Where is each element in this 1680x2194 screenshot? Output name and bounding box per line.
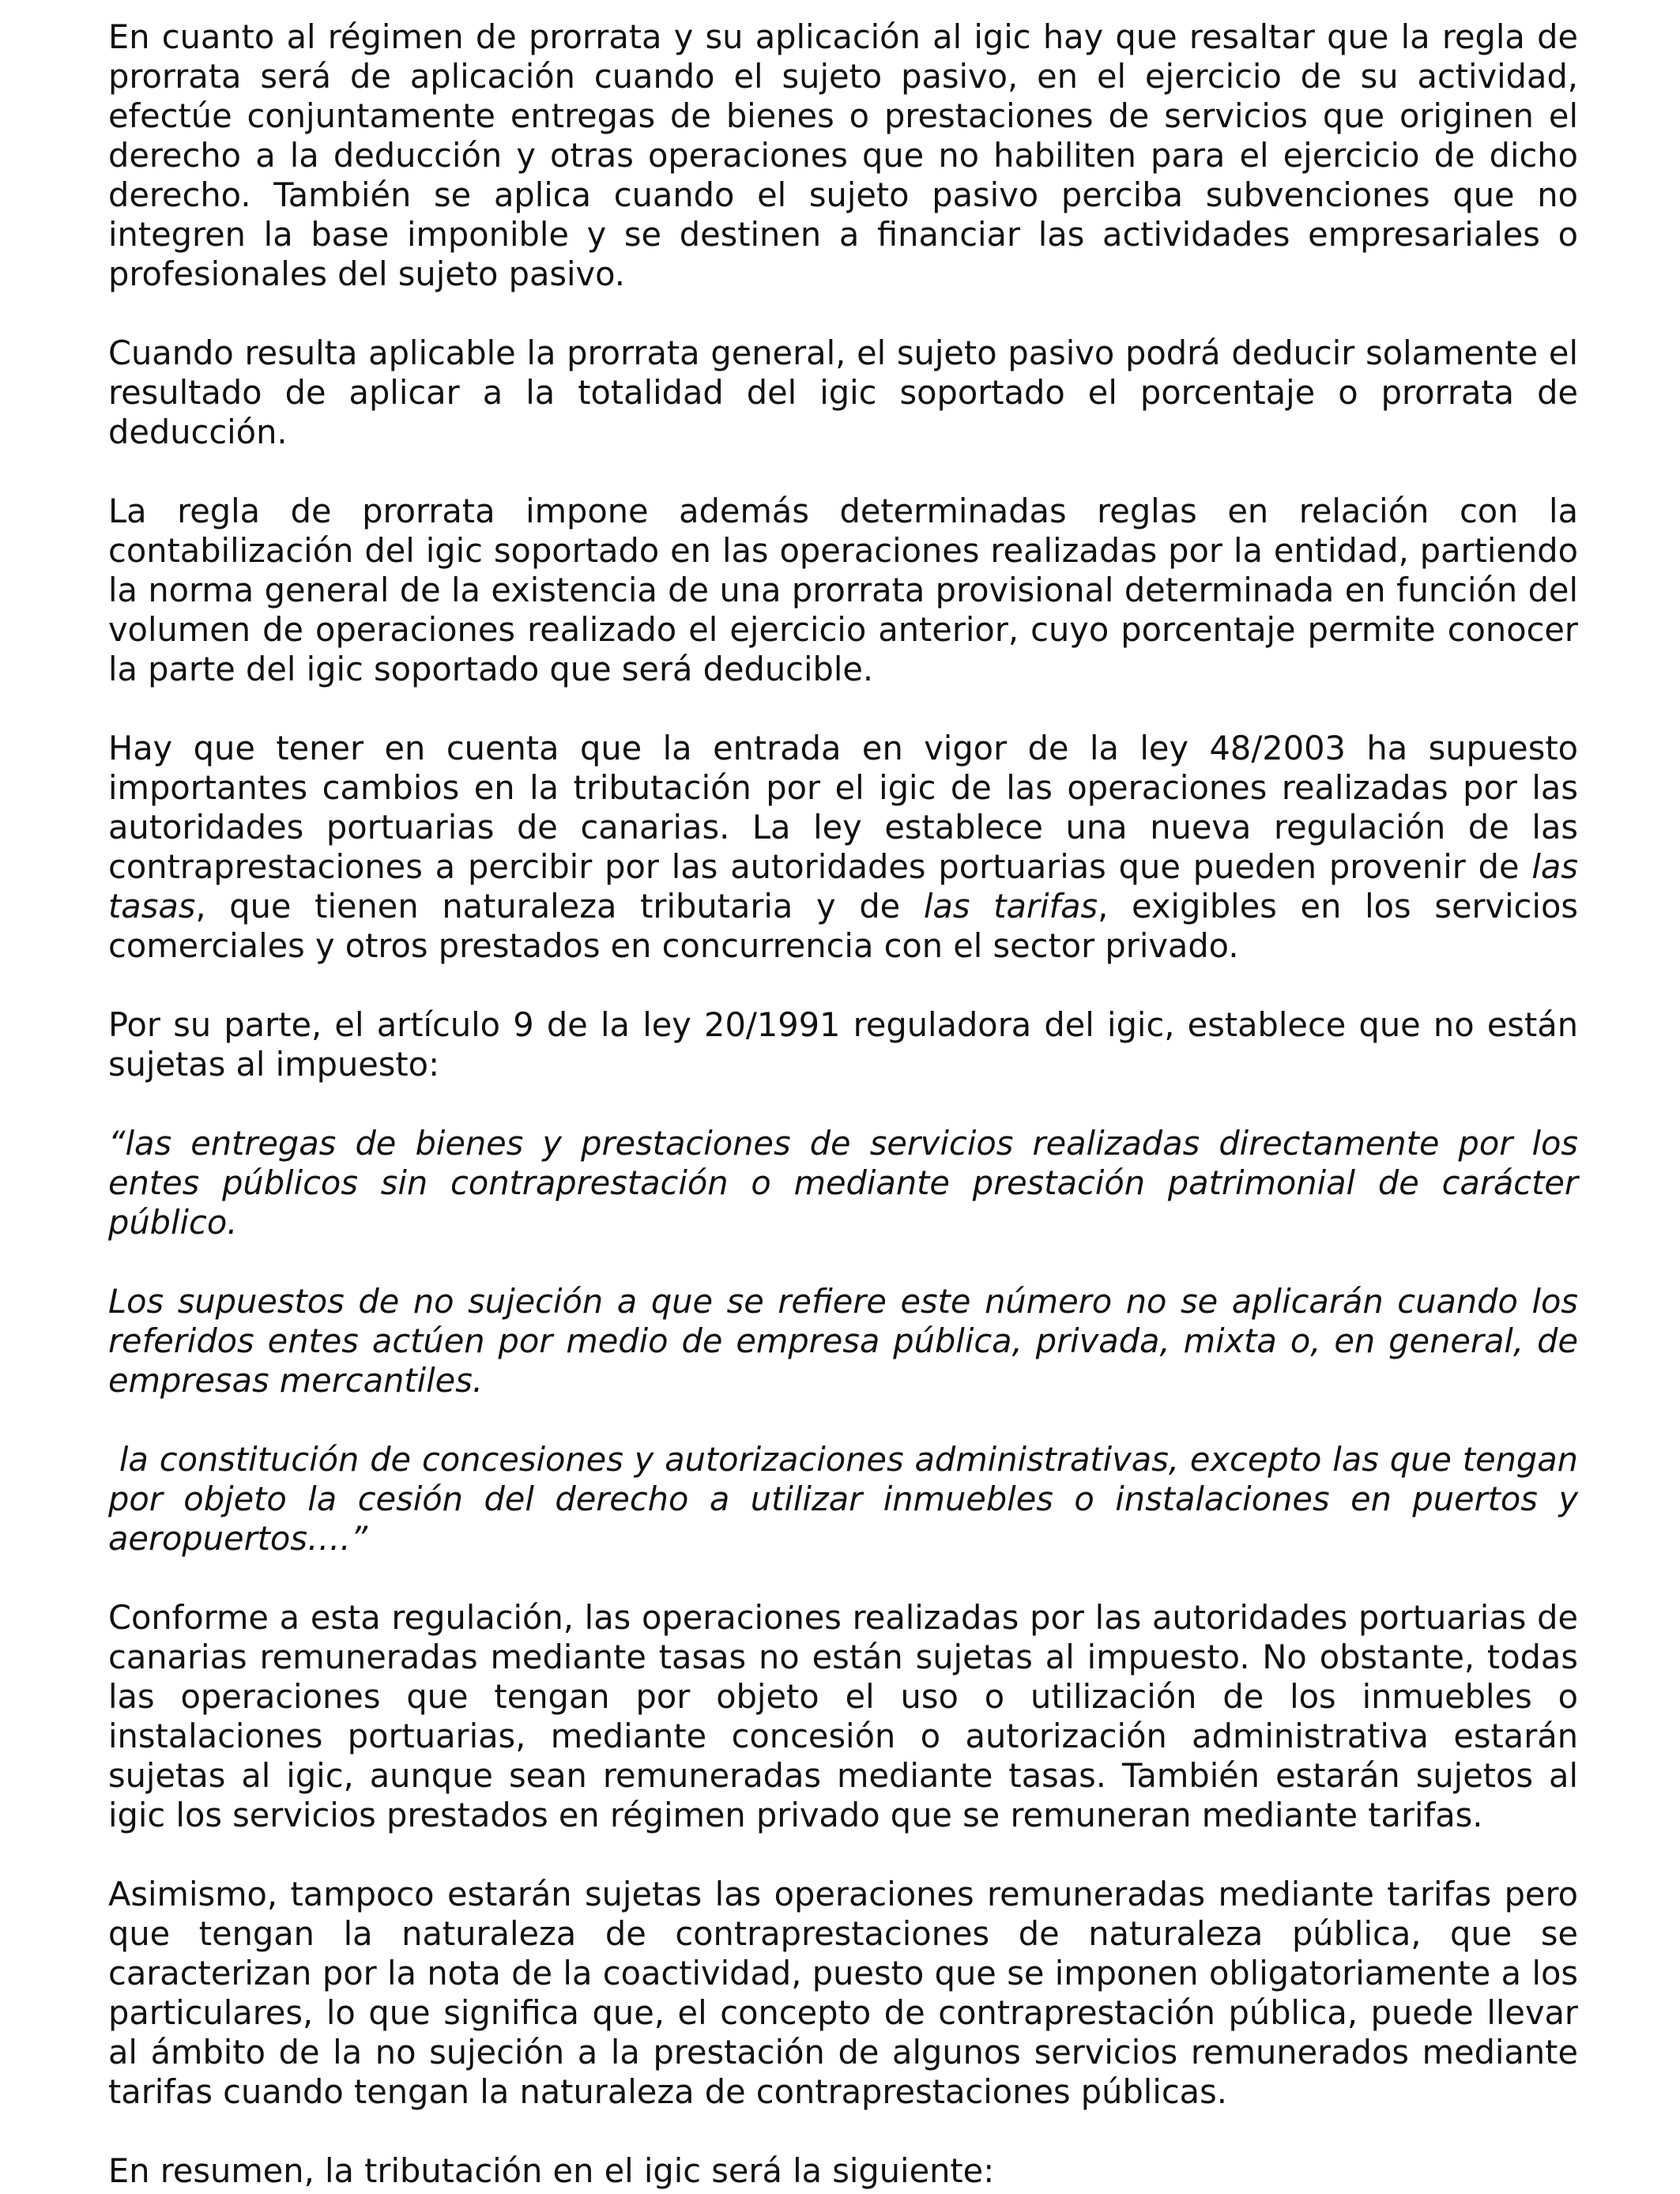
quote-concesiones: la constitución de concesiones y autorizaciones administrativas, excepto las que tengan por objeto la cesión del derecho a utilizar inmuebles o instalaciones en puertos y aeropuertos….” <box>108 1440 1589 1558</box>
paragraph-text: Hay que tener en cuenta que la entrada en vigor de la ley 48/2003 ha supuesto importantes cambios en la tributación por el igic de las operaciones realizadas por las autoridades portuarias de canarias. La ley establece una nueva regulación de las contraprestaciones a percibir por las autoridades portuarias que pueden provenir de <box>108 729 1578 886</box>
paragraph-en-resumen: En resumen, la tributación en el igic será la siguiente: <box>108 2151 995 2190</box>
paragraph-prorrata-regime: En cuanto al régimen de prorrata y su aplicación al igic hay que resaltar que la regla de prorrata será de aplicación cuando el sujeto pasivo, en el ejercicio de su actividad, efectúe conjuntamente entregas de bienes o prestaciones de servicios que originen el derecho a la deducción y otras operaciones que no habiliten para el ejercicio de dicho derecho. También se aplica cuando el sujeto pasivo perciba subvenciones que no integren la base imponible y se destinen a financiar las actividades empresariales o profesionales del sujeto pasivo. <box>108 17 1578 293</box>
quote-supuestos-no-sujecion: Los supuestos de no sujeción a que se refiere este número no se aplicarán cuando los referidos entes actúen por medio de empresa pública, privada, mixta o, en general, de empresas mercantiles. <box>108 1282 1578 1400</box>
paragraph-text: , exigibles en los servicios comerciales y otros prestados en concurrencia con el sector privado. <box>108 887 1578 965</box>
paragraph-ley-48-2003 <box>108 729 1578 966</box>
paragraph-articulo-9: Por su parte, el artículo 9 de la ley 20/1991 reguladora del igic, establece que no están sujetas al impuesto: <box>108 1005 1578 1084</box>
paragraph-conforme-regulacion: Conforme a esta regulación, las operaciones realizadas por las autoridades portuarias de canarias remuneradas mediante tasas no están sujetas al impuesto. No obstante, todas las operaciones que tengan por objeto el uso o utilización de los inmuebles o instalaciones portuarias, mediante concesión o autorización administrativa estarán sujetas al igic, aunque sean remuneradas mediante tasas. También estarán sujetos al igic los servicios prestados en régimen privado que se remuneran mediante tarifas. <box>108 1598 1578 1834</box>
quote-entregas-bienes: “las entregas de bienes y prestaciones de servicios realizadas directamente por los entes públicos sin contraprestación o mediante prestación patrimonial de carácter público. <box>108 1124 1578 1242</box>
paragraph-asimismo: Asimismo, tampoco estarán sujetas las operaciones remuneradas mediante tarifas pero que tengan la naturaleza de contraprestaciones de naturaleza pública, que se caracterizan por la nota de la coactividad, puesto que se imponen obligatoriamente a los particulares, lo que significa que, el concepto de contraprestación pública, puede llevar al ámbito de la no sujeción a la prestación de algunos servicios remunerados mediante tarifas cuando tengan la naturaleza de contraprestaciones públicas. <box>108 1875 1578 2111</box>
paragraph-general-prorrata: Cuando resulta aplicable la prorrata general, el sujeto pasivo podrá deducir solamente el resultado de aplicar a la totalidad del igic soportado el porcentaje o prorrata de deducción. <box>108 334 1578 451</box>
document-page <box>108 17 1589 2191</box>
emphasis-las-tarifas: las tarifas <box>923 887 1098 925</box>
paragraph-prorrata-rules: La regla de prorrata impone además determinadas reglas en relación con la contabilización del igic soportado en las operaciones realizadas por la entidad, partiendo la norma general de la existencia de una prorrata provisional determinada en función del volumen de operaciones realizado el ejercicio anterior, cuyo porcentaje permite conocer la parte del igic soportado que será deducible. <box>108 492 1578 688</box>
paragraph-text: , que tienen naturaleza tributaria y de <box>195 887 924 925</box>
emphasis-las-tasas: las tasas <box>108 847 1578 925</box>
